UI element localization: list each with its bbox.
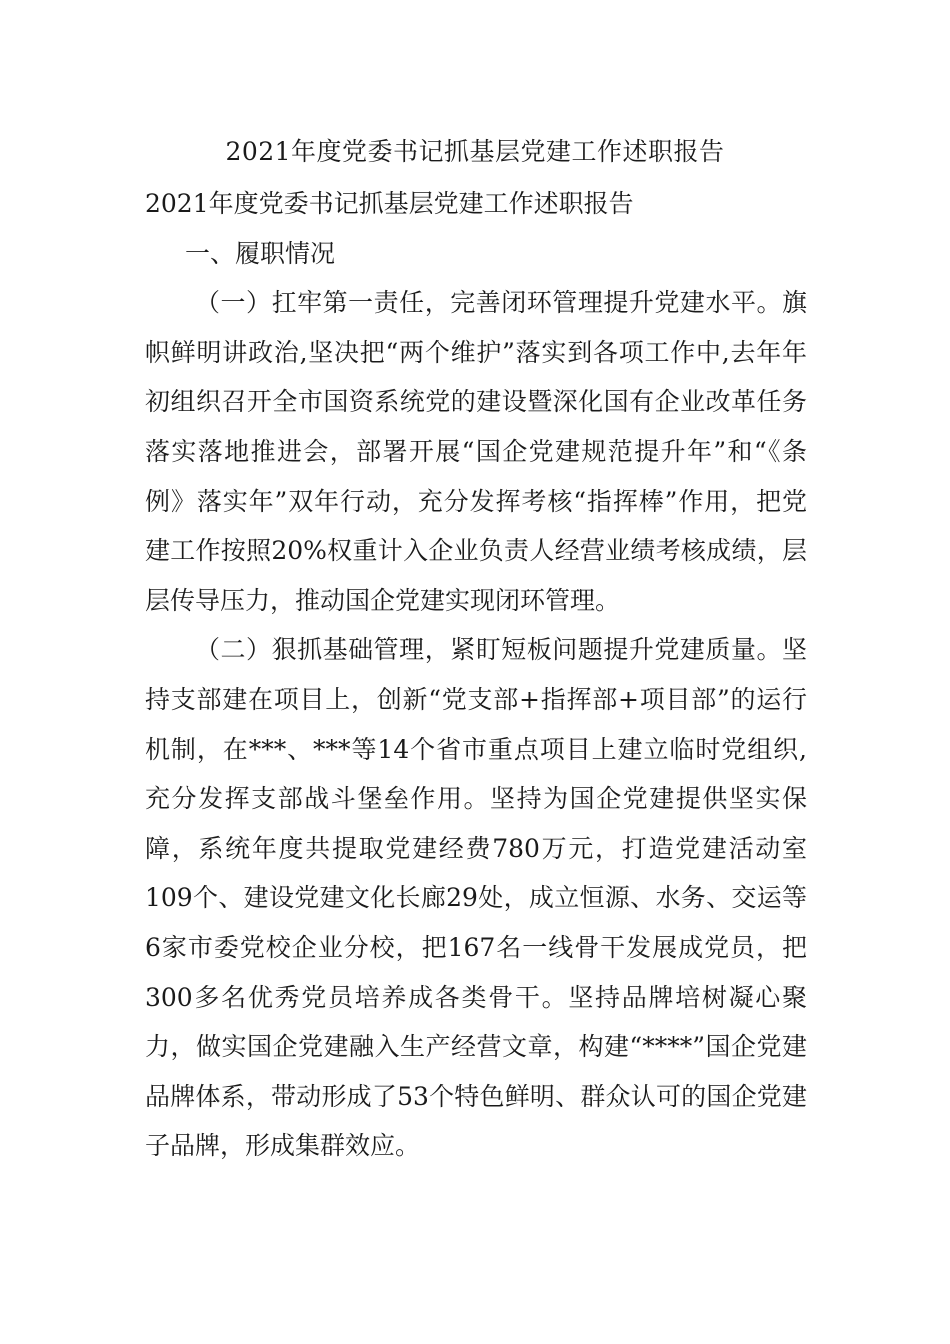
paragraph-1: （一）扛牢第一责任，完善闭环管理提升党建水平。旗帜鲜明讲政治,坚决把“两个维护”落实到各项工作中,去年年初组织召开全市国资系统党的建设暨深化国有企业改革任务落实落地推进会，部署开展“国企党建规范提升年”和“《条例》落实年”双年行动，充分发挥考核“指挥棒”作用，把党建工作按照20%权重计入企业负责人经营业绩考核成绩，层层传导压力，推动国企党建实现闭环管理。: [145, 288, 807, 615]
document-title: 2021年度党委书记抓基层党建工作述职报告: [225, 137, 725, 166]
paragraph-2: （二）狠抓基础管理，紧盯短板问题提升党建质量。坚持支部建在项目上，创新“党支部+指挥部+项目部”的运行机制，在***、***等14个省市重点项目上建立临时党组织,充分发挥支部战斗堡垒作用。坚持为国企党建提供坚实保障，系统年度共提取党建经费780万元，打造党建活动室109个、建设党建文化长廊29处，成立恒源、水务、交运等6家市委党校企业分校，把167名一线骨干发展成党员，把300多名优秀党员培养成各类骨干。坚持品牌培树凝心聚力，做实国企党建融入生产经营文章，构建“****”国企党建品牌体系，带动形成了53个特色鲜明、群众认可的国企党建子品牌，形成集群效应。: [145, 635, 807, 1161]
section-heading: 一、履职情况: [185, 238, 336, 268]
document-body: [145, 179, 807, 1171]
document-subtitle: 2021年度党委书记抓基层党建工作述职报告: [145, 189, 634, 218]
